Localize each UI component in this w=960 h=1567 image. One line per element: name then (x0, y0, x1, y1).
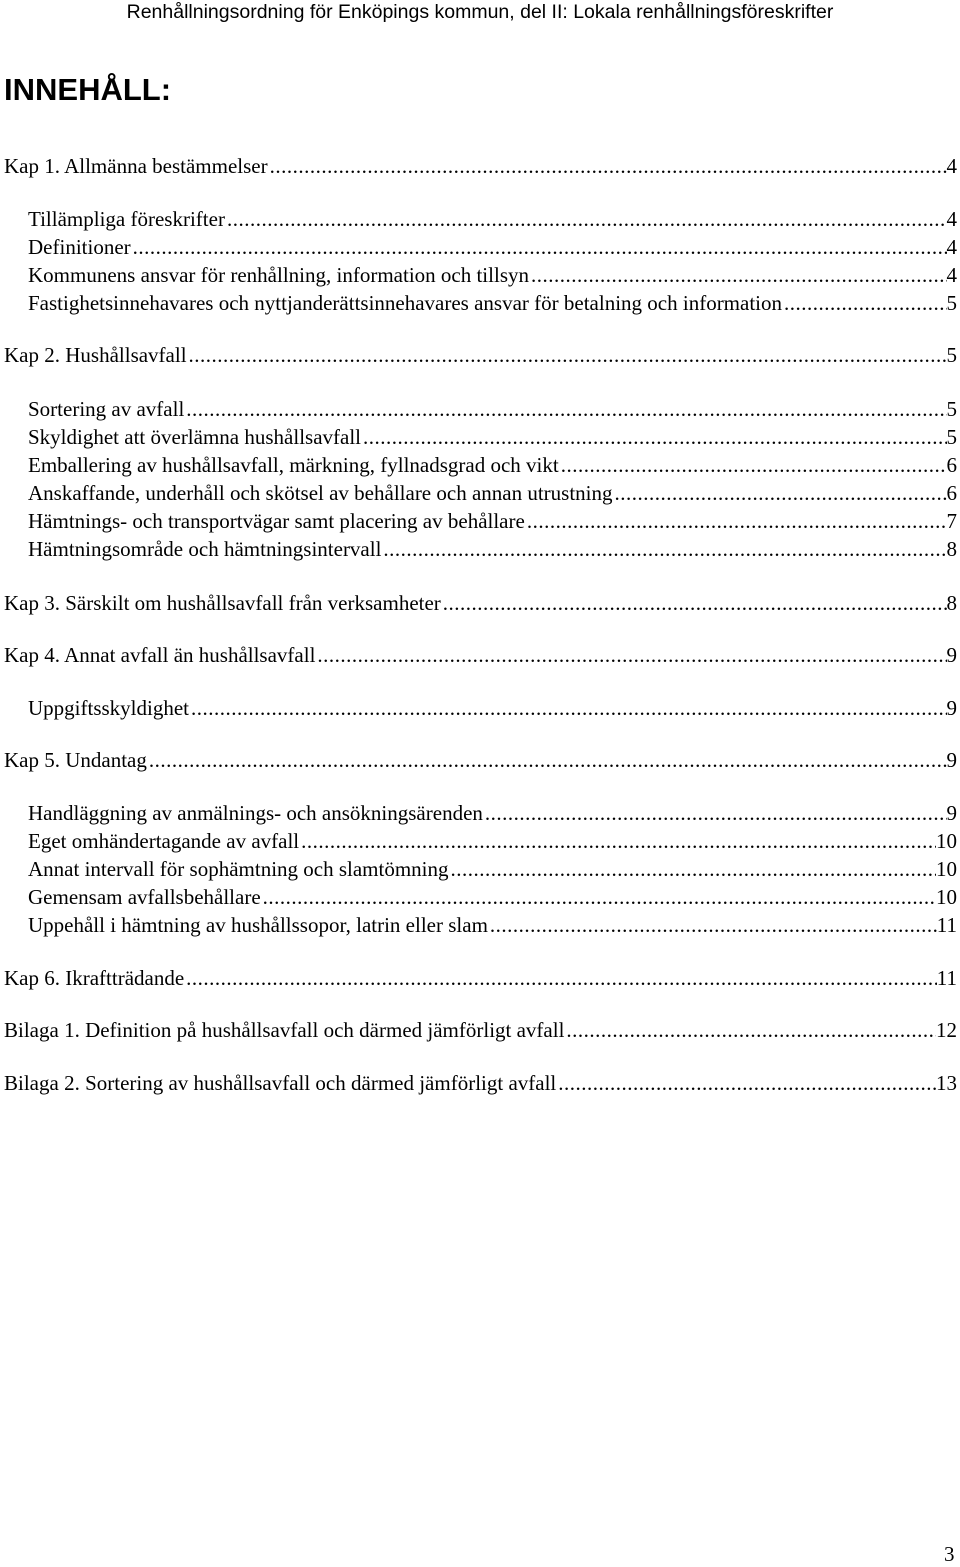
toc-entry-section[interactable] (28, 290, 957, 316)
toc-entry-label: Kap 1. Allmänna bestämmelser (4, 154, 268, 178)
dot-leader (189, 342, 947, 368)
toc-entry-appendix[interactable] (4, 1070, 957, 1096)
toc-entry-page: 9 (946, 801, 957, 825)
toc-entry-label: Annat intervall för sophämtning och slamtömning (28, 857, 449, 881)
toc-entry-page: 9 (946, 643, 957, 667)
toc-entry-label: Kap 6. Ikraftträdande (4, 966, 185, 990)
toc-entry-section[interactable] (28, 262, 957, 288)
dot-leader (531, 262, 947, 288)
dot-leader (317, 642, 946, 668)
toc-entry-chapter[interactable] (4, 965, 957, 991)
toc-title: INNEHÅLL: (4, 72, 172, 107)
dot-leader (451, 856, 936, 882)
toc-entry-label: Bilaga 1. Definition på hushållsavfall och därmed jämförligt avfall (4, 1018, 565, 1042)
dot-leader (149, 747, 947, 773)
toc-entry-label: Fastighetsinnehavares och nyttjanderättsinnehavares ansvar för betalning och information (28, 291, 783, 315)
toc-entry-label: Emballering av hushållsavfall, märkning, fyllnadsgrad och vikt (28, 453, 559, 477)
dot-leader (363, 424, 946, 450)
toc-entry-page: 9 (946, 748, 957, 772)
dot-leader (784, 290, 946, 316)
dot-leader (558, 1070, 936, 1096)
toc-entry-section[interactable] (28, 828, 957, 854)
dot-leader (270, 153, 947, 179)
toc-entry-label: Handläggning av anmälnings- och ansökningsärenden (28, 801, 483, 825)
toc-entry-section[interactable] (28, 884, 957, 910)
dot-leader (561, 452, 947, 478)
dot-leader (443, 590, 947, 616)
toc-entry-page: 10 (936, 829, 957, 853)
running-header: Renhållningsordning för Enköpings kommun, del II: Lokala renhållningsföreskrifter (126, 1, 834, 23)
toc-entry-chapter[interactable] (4, 642, 957, 668)
dot-leader (133, 234, 947, 260)
dot-leader (566, 1017, 936, 1043)
toc-entry-page: 9 (946, 696, 957, 720)
toc-entry-label: Kap 5. Undantag (4, 748, 147, 772)
toc-entry-section[interactable] (28, 206, 957, 232)
toc-entry-label: Skyldighet att överlämna hushållsavfall (28, 425, 362, 449)
toc-entry-section[interactable] (28, 536, 957, 562)
toc-entry-label: Gemensam avfallsbehållare (28, 885, 261, 909)
toc-entry-page: 7 (946, 509, 957, 533)
toc-entry-page: 11 (936, 966, 957, 990)
toc-entry-label: Uppehåll i hämtning av hushållssopor, latrin eller slam (28, 913, 488, 937)
dot-leader (615, 480, 947, 506)
toc-entry-chapter[interactable] (4, 153, 957, 179)
dot-leader (527, 508, 947, 534)
toc-entry-label: Bilaga 2. Sortering av hushållsavfall och därmed jämförligt avfall (4, 1071, 557, 1095)
toc-entry-label: Kap 2. Hushållsavfall (4, 343, 187, 367)
toc-entry-page: 11 (936, 913, 957, 937)
toc-entry-page: 6 (946, 481, 957, 505)
page-number: 3 (944, 1542, 955, 1566)
toc-entry-page: 5 (946, 397, 957, 421)
toc-entry-chapter[interactable] (4, 747, 957, 773)
dot-leader (186, 396, 946, 422)
toc-entry-section[interactable] (28, 508, 957, 534)
toc-entry-label: Kommunens ansvar för renhållning, information och tillsyn (28, 263, 529, 287)
toc-entry-chapter[interactable] (4, 342, 957, 368)
toc-entry-page: 8 (946, 537, 957, 561)
toc-entry-page: 4 (946, 207, 957, 231)
toc-entry-page: 6 (946, 453, 957, 477)
dot-leader (191, 695, 947, 721)
toc-entry-section[interactable] (28, 912, 957, 938)
toc-entry-section[interactable] (28, 234, 957, 260)
toc-entry-label: Eget omhändertagande av avfall (28, 829, 300, 853)
dot-leader (301, 828, 936, 854)
toc-entry-page: 5 (946, 291, 957, 315)
toc-entry-label: Anskaffande, underhåll och skötsel av behållare och annan utrustning (28, 481, 613, 505)
toc-entry-page: 8 (946, 591, 957, 615)
toc-entry-page: 13 (936, 1071, 957, 1095)
toc-entry-page: 4 (946, 263, 957, 287)
toc-entry-page: 4 (946, 235, 957, 259)
toc-entry-section[interactable] (28, 396, 957, 422)
dot-leader (186, 965, 937, 991)
toc-entry-label: Uppgiftsskyldighet (28, 696, 189, 720)
toc-entry-label: Sortering av avfall (28, 397, 185, 421)
toc-entry-section[interactable] (28, 800, 957, 826)
toc-entry-section[interactable] (28, 452, 957, 478)
toc-entry-chapter[interactable] (4, 590, 957, 616)
dot-leader (227, 206, 947, 232)
toc-entry-page: 5 (946, 343, 957, 367)
toc-entry-page: 12 (936, 1018, 957, 1042)
toc-entry-section[interactable] (28, 480, 957, 506)
toc-entry-label: Definitioner (28, 235, 131, 259)
dot-leader (490, 912, 937, 938)
toc-entry-section[interactable] (28, 856, 957, 882)
toc-entry-page: 5 (946, 425, 957, 449)
dot-leader (485, 800, 947, 826)
toc-entry-section[interactable] (28, 424, 957, 450)
toc-entry-label: Kap 3. Särskilt om hushållsavfall från verksamheter (4, 591, 441, 615)
toc-entry-appendix[interactable] (4, 1017, 957, 1043)
toc-entry-label: Kap 4. Annat avfall än hushållsavfall (4, 643, 316, 667)
toc-entry-label: Hämtningsområde och hämtningsintervall (28, 537, 382, 561)
toc-entry-section[interactable] (28, 695, 957, 721)
dot-leader (383, 536, 946, 562)
dot-leader (263, 884, 936, 910)
toc-entry-page: 4 (946, 154, 957, 178)
toc-entry-page: 10 (936, 885, 957, 909)
toc-entry-label: Hämtnings- och transportvägar samt placering av behållare (28, 509, 525, 533)
toc-entry-page: 10 (936, 857, 957, 881)
toc-entry-label: Tillämpliga föreskrifter (28, 207, 225, 231)
